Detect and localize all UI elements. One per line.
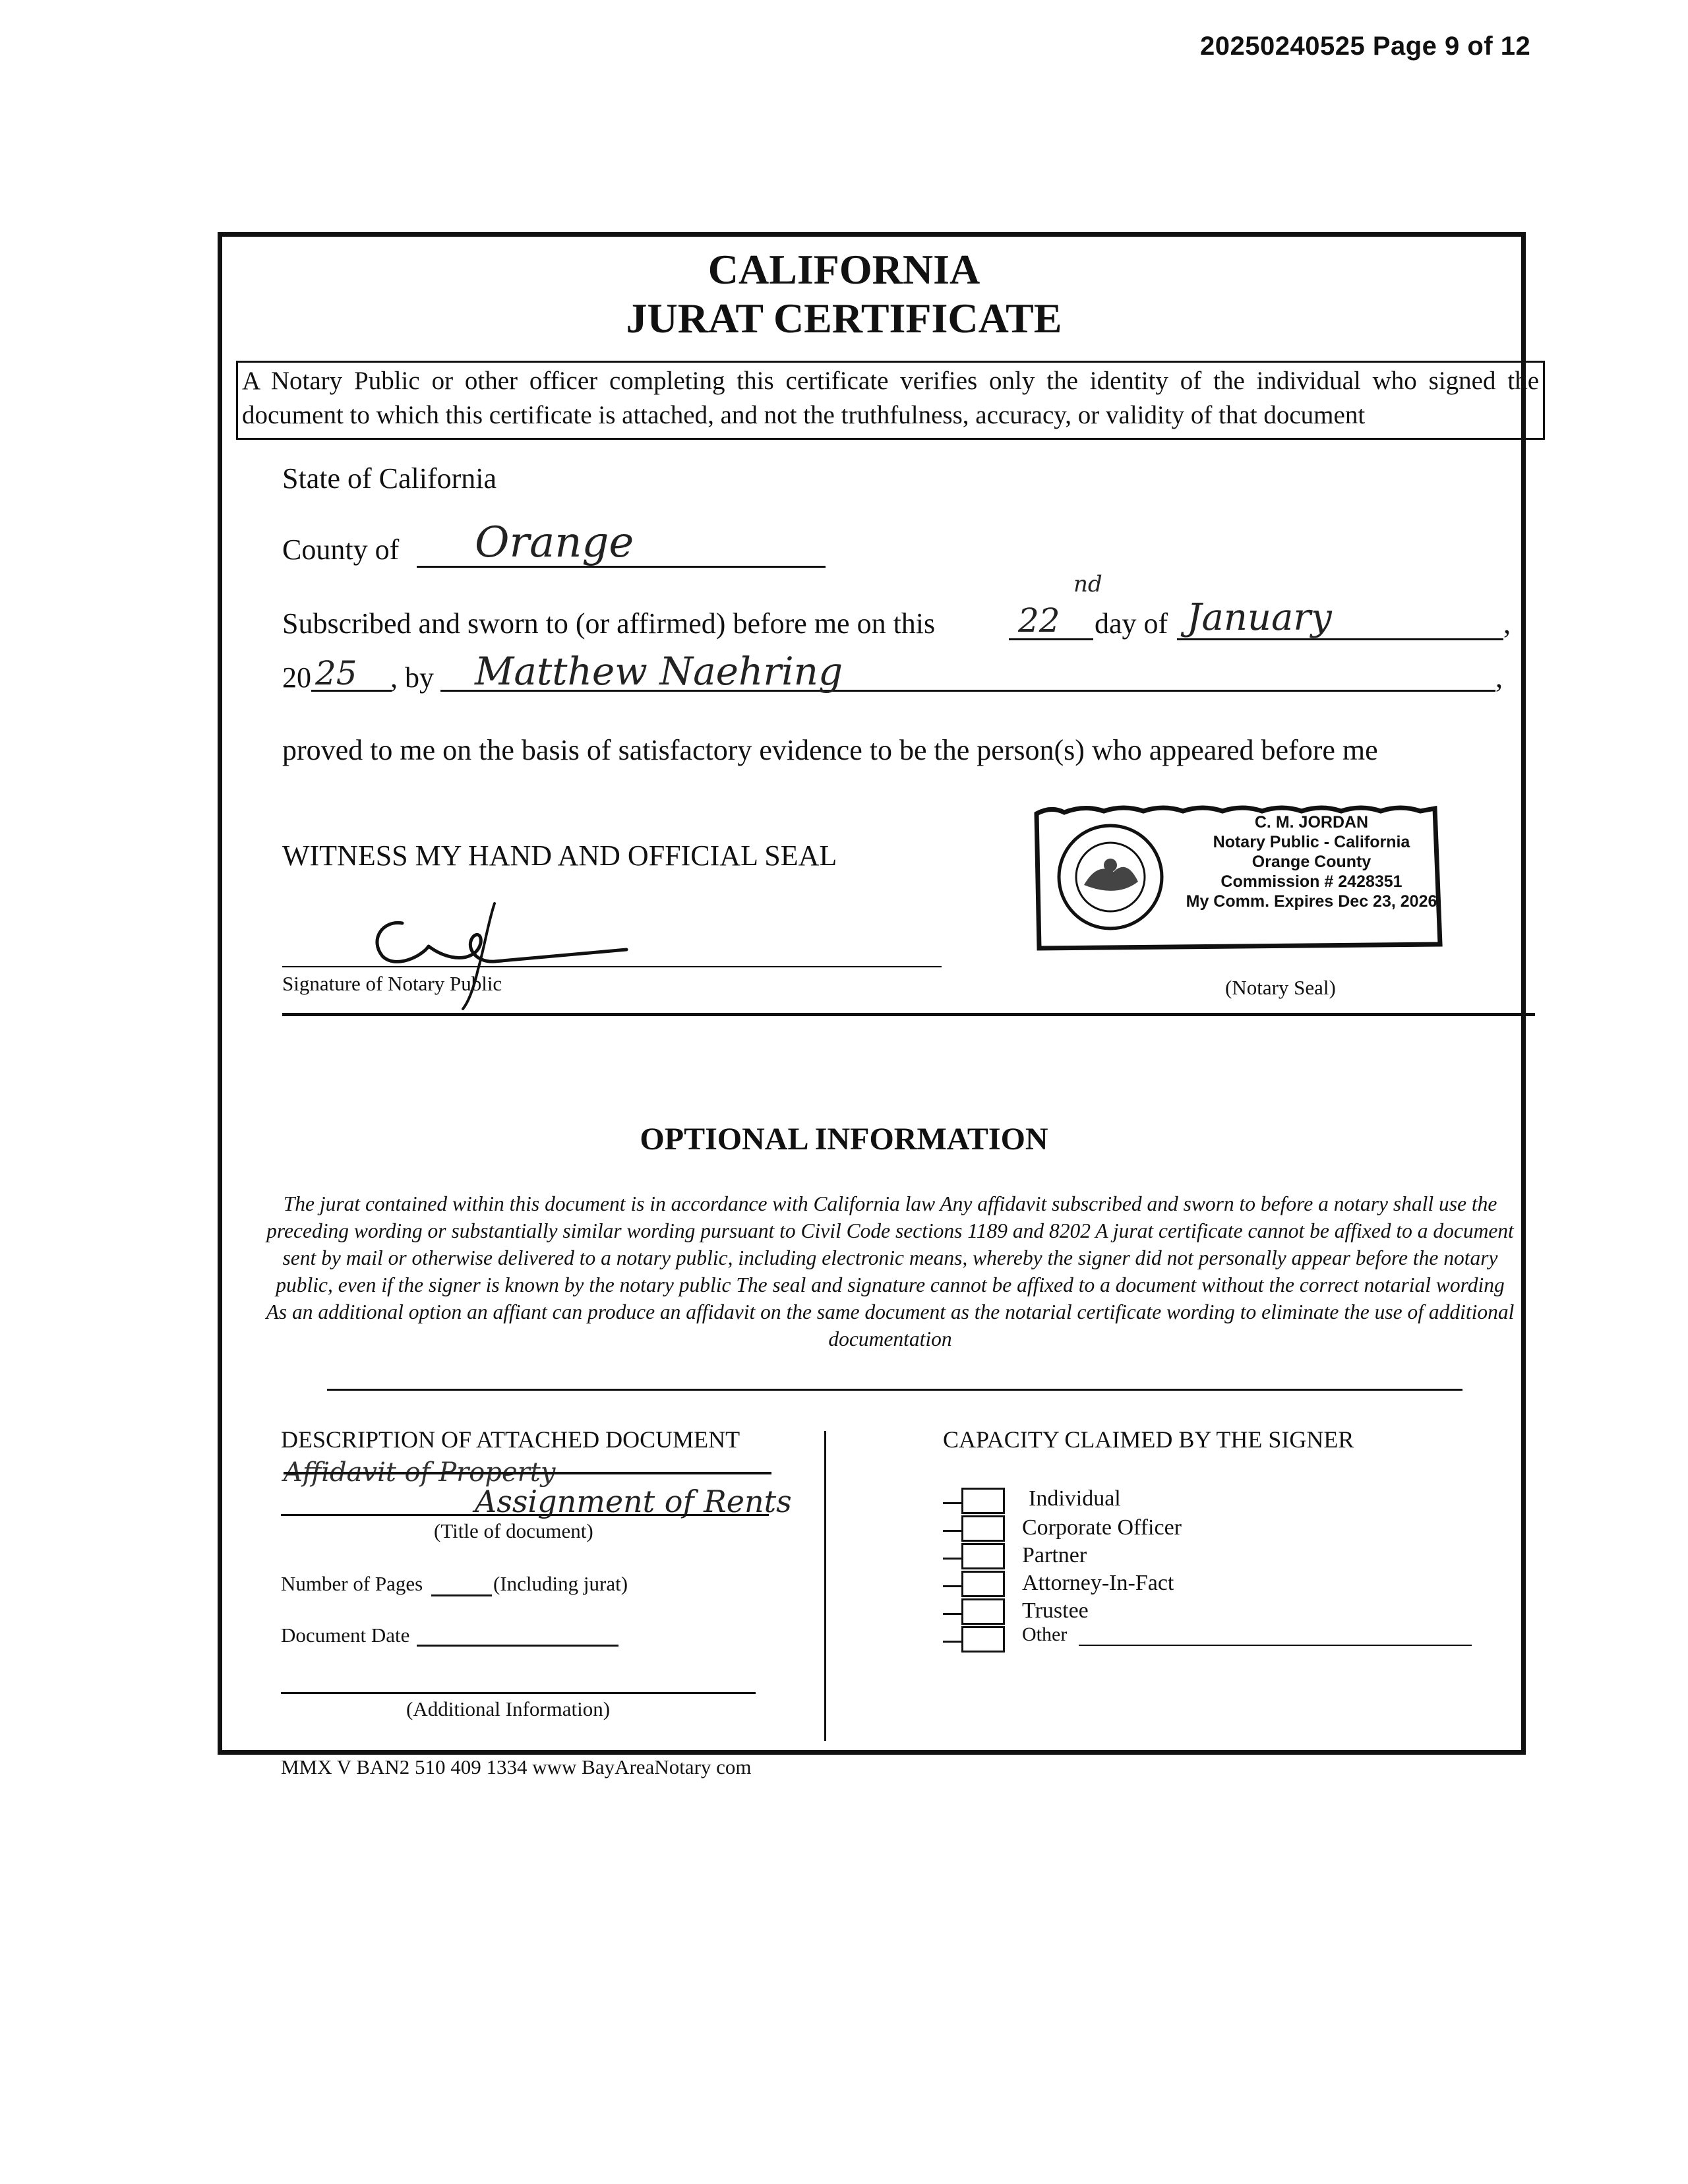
month-comma: ,	[1503, 607, 1511, 640]
certificate-title-state: CALIFORNIA	[708, 246, 980, 293]
signer-handwritten-name[interactable]: Matthew Naehring	[475, 649, 843, 694]
seal-commission-number: Commission # 2428351	[1221, 872, 1402, 891]
capacity-other-field[interactable]	[1079, 1645, 1472, 1646]
witness-statement: WITNESS MY HAND AND OFFICIAL SEAL	[282, 839, 837, 872]
capacity-option-attorney-in-fact: Attorney-In-Fact	[1022, 1571, 1174, 1595]
description-strike-line	[284, 1472, 771, 1474]
subscribed-label: Subscribed and sworn to (or affirmed) before me on this	[282, 607, 936, 640]
capacity-dash	[943, 1613, 961, 1615]
capacity-dash	[943, 1502, 961, 1504]
additional-information-label: (Additional Information)	[406, 1697, 611, 1720]
capacity-option-other: Other	[1022, 1623, 1068, 1645]
capacity-dash	[943, 1585, 961, 1587]
column-divider	[824, 1431, 826, 1741]
state-label: State of California	[282, 462, 497, 495]
capacity-dash	[943, 1558, 961, 1560]
day-of-label: day of	[1095, 607, 1168, 640]
capacity-dash	[943, 1641, 961, 1643]
year-handwritten-value[interactable]: 25	[315, 654, 357, 692]
seal-county: Orange County	[1251, 853, 1372, 871]
notary-seal-stamp	[1031, 799, 1445, 952]
capacity-checkbox-corporate-officer[interactable]	[961, 1515, 1005, 1542]
day-suffix-handwritten: nd	[1073, 571, 1102, 597]
capacity-checkbox-trustee[interactable]	[961, 1598, 1005, 1625]
seal-expiration: My Comm. Expires Dec 23, 2026	[1186, 892, 1437, 911]
year-prefix: 20	[282, 661, 311, 694]
description-struck-text: Affidavit of Property	[284, 1457, 556, 1488]
signer-comma: ,	[1495, 661, 1503, 694]
capacity-checkbox-partner[interactable]	[961, 1543, 1005, 1569]
capacity-checkbox-other[interactable]	[961, 1626, 1005, 1653]
document-date-label: Document Date	[281, 1623, 410, 1647]
number-of-pages-suffix: (Including jurat)	[493, 1572, 628, 1595]
capacity-checkbox-individual[interactable]	[961, 1488, 1005, 1514]
capacity-checkbox-attorney-in-fact[interactable]	[961, 1571, 1005, 1597]
description-heading: DESCRIPTION OF ATTACHED DOCUMENT	[281, 1426, 740, 1453]
document-page-reference: 20250240525 Page 9 of 12	[1200, 32, 1531, 61]
capacity-heading: CAPACITY CLAIMED BY THE SIGNER	[943, 1426, 1354, 1453]
day-handwritten-value[interactable]: 22	[1018, 601, 1060, 640]
certificate-title: JURAT CERTIFICATE	[626, 295, 1062, 342]
notary-signature-scribble	[343, 884, 640, 1016]
seal-notary-title: Notary Public - California	[1213, 833, 1410, 851]
capacity-option-individual: Individual	[1029, 1486, 1121, 1511]
form-footer: MMX V BAN2 510 409 1334 www BayAreaNotary com	[281, 1755, 752, 1778]
additional-information-field[interactable]	[281, 1692, 756, 1694]
optional-information-text: The jurat contained within this document is in accordance with California law Any affidavit subscribed and sworn to before a notary shall use the preceding wording or substantially similar wording pursuant to Civil Code sections 1189 and 8202 A jurat certificate cannot be affixed to a document sent by mail or otherwise delivered to a notary public, including electronic means, whereby the signer did not personally appear before the notary public, even if the signer is known by the notary public The seal and signature cannot be affixed to a document without the correct notarial wording As an additional option an affiant can produce an affidavit on the same document as the notarial certificate wording to eliminate the use of additional documentation	[266, 1192, 1515, 1350]
document-date-field[interactable]	[417, 1645, 618, 1647]
document-title-line	[281, 1514, 769, 1516]
number-of-pages-field[interactable]	[431, 1594, 492, 1596]
seal-notary-name: C. M. JORDAN	[1254, 813, 1369, 832]
county-label: County of	[282, 533, 400, 566]
optional-information-heading: OPTIONAL INFORMATION	[640, 1122, 1048, 1157]
capacity-option-corporate-officer: Corporate Officer	[1022, 1515, 1182, 1540]
document-title-handwritten[interactable]: Assignment of Rents	[475, 1484, 792, 1519]
optional-divider	[327, 1389, 1462, 1391]
number-of-pages-label: Number of Pages	[281, 1572, 423, 1595]
month-handwritten-value[interactable]: January	[1187, 596, 1332, 639]
disclaimer-box: A Notary Public or other officer completing this certificate verifies only the identity of the individual who signed the document to which this certificate is attached, and not the truthfulness, accuracy, or validity of that document	[236, 361, 1545, 440]
signature-line	[282, 966, 942, 967]
document-title-label: (Title of document)	[434, 1519, 593, 1542]
capacity-dash	[943, 1530, 961, 1532]
capacity-option-partner: Partner	[1022, 1543, 1087, 1567]
section-divider	[282, 1013, 1535, 1016]
notary-seal-label: (Notary Seal)	[1225, 976, 1336, 999]
proved-statement: proved to me on the basis of satisfactory evidence to be the person(s) who appeared before me	[282, 734, 1378, 766]
county-handwritten-value[interactable]: Orange	[475, 518, 634, 567]
capacity-option-trustee: Trustee	[1022, 1598, 1089, 1623]
signature-label: Signature of Notary Public	[282, 972, 502, 995]
by-label: , by	[390, 661, 434, 694]
